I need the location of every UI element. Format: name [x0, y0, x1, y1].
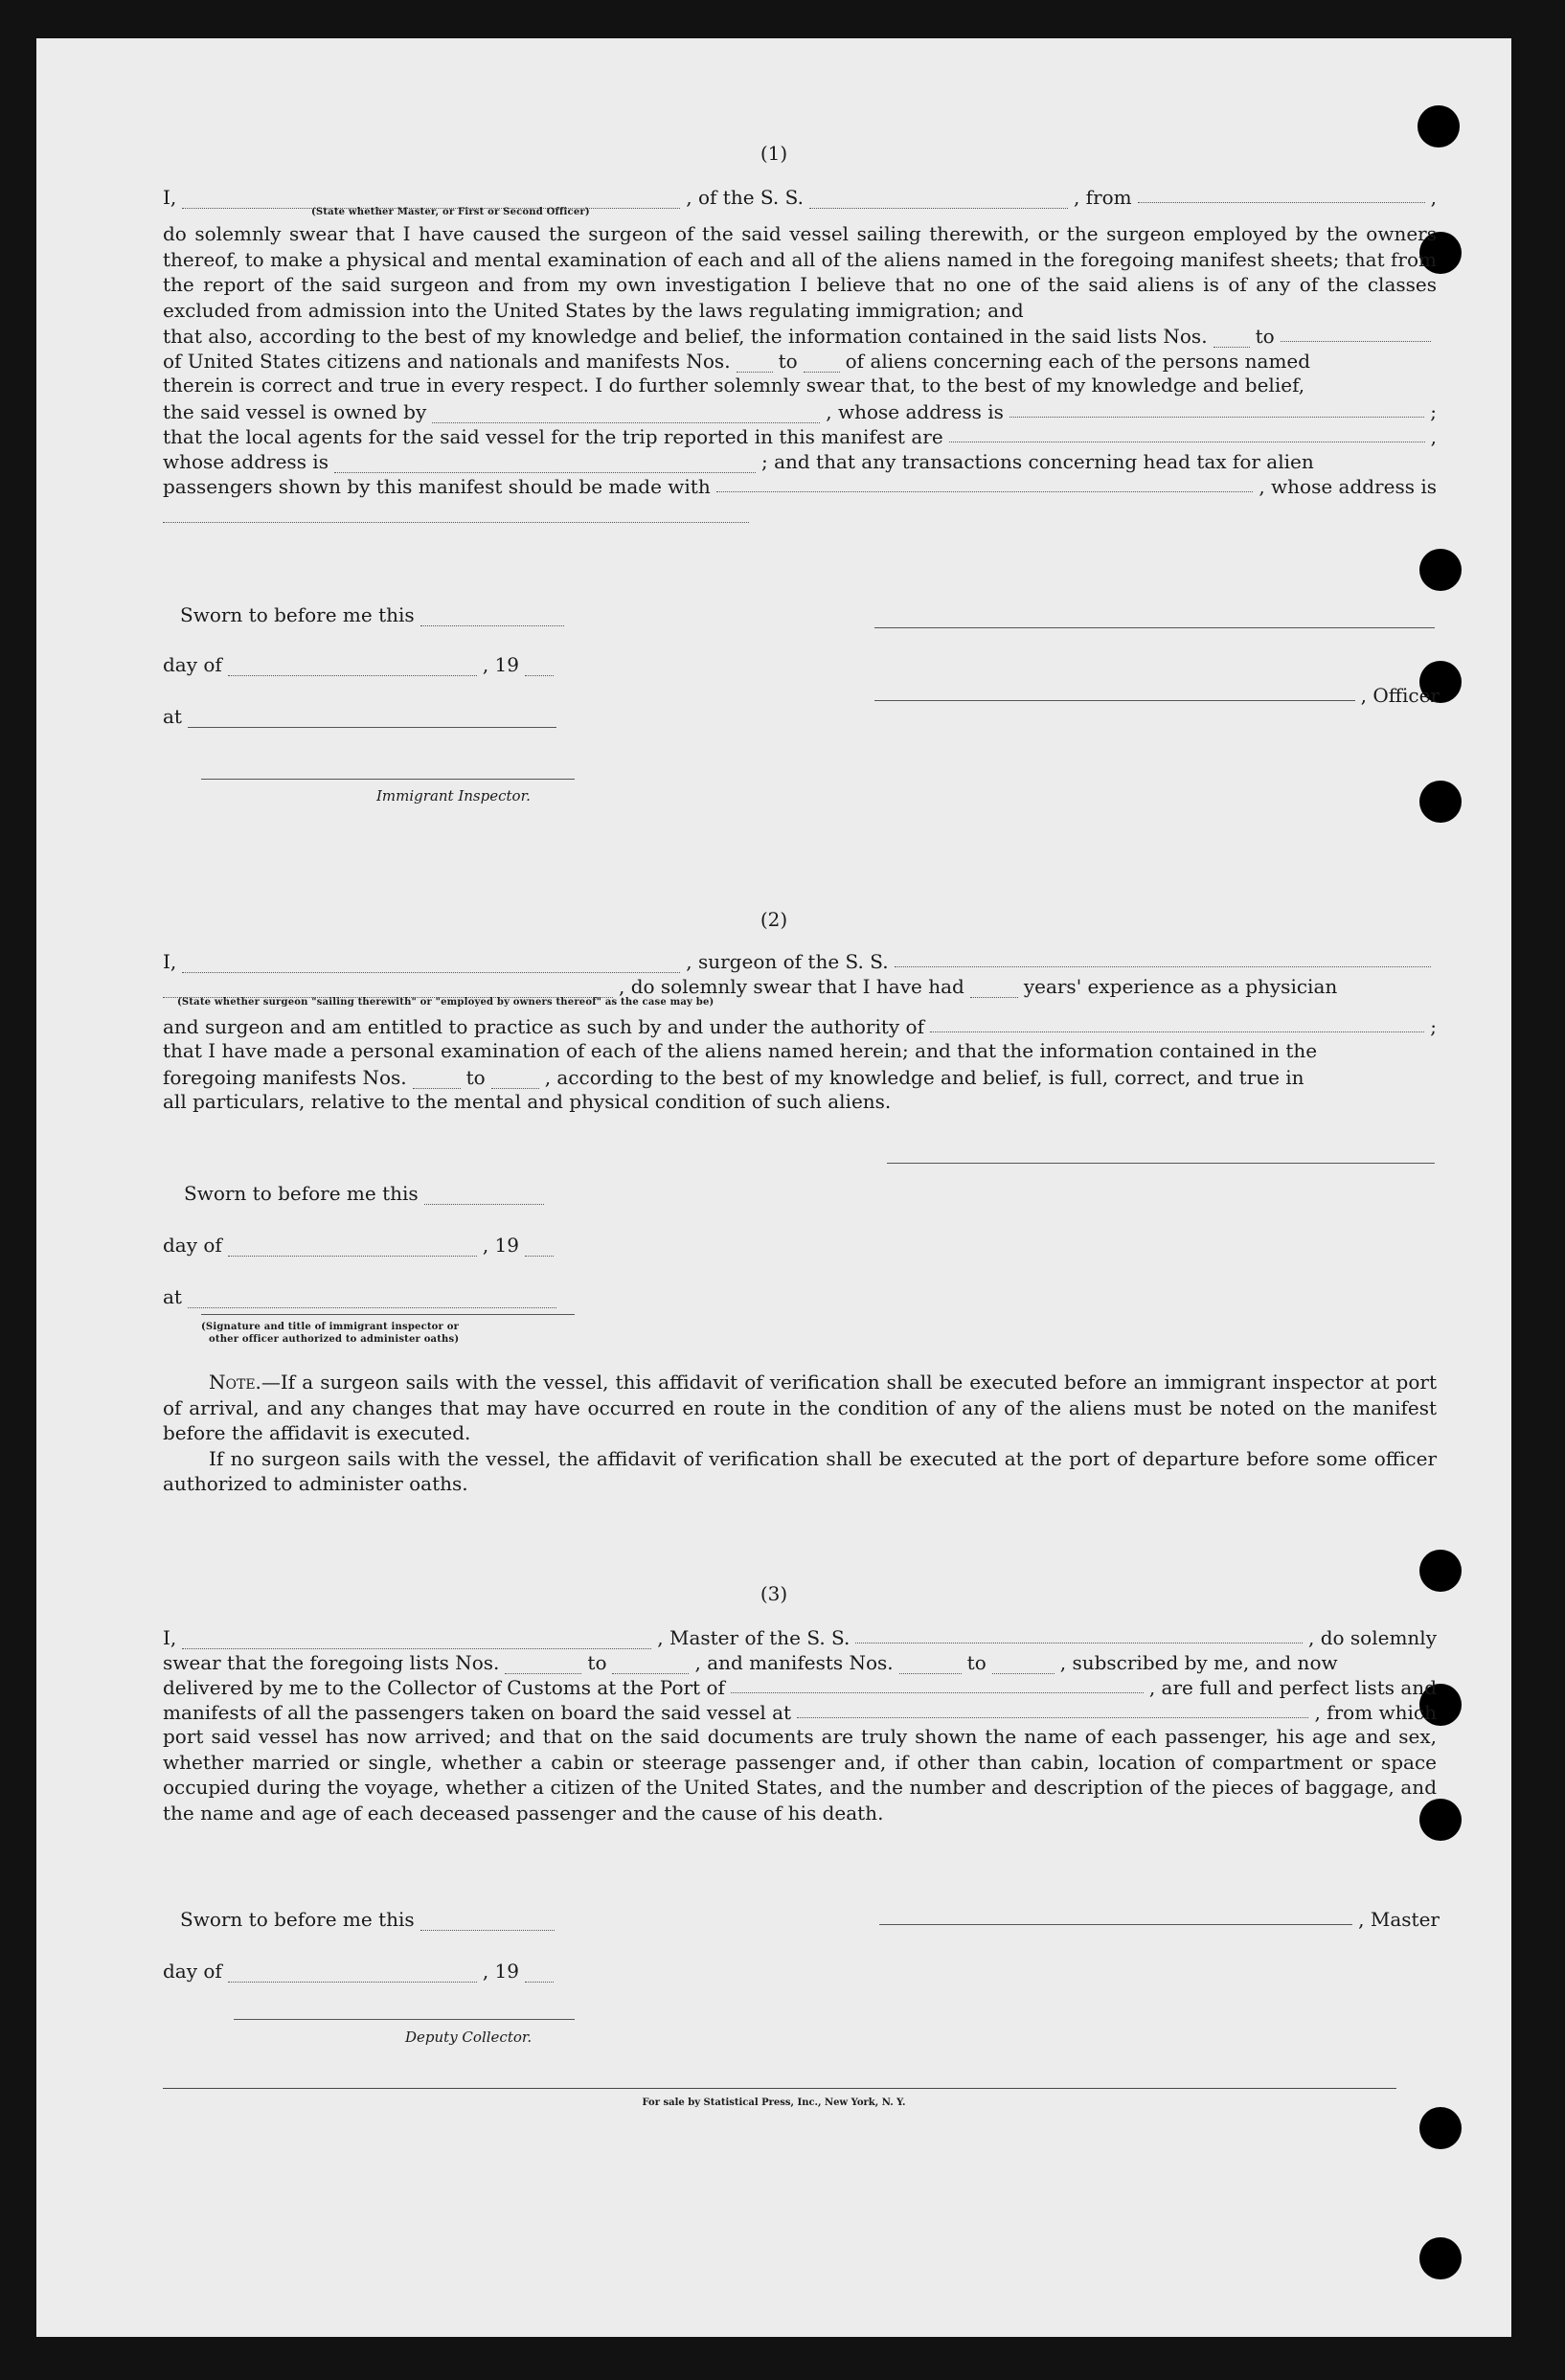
sworn-day-field-1[interactable]: [420, 606, 564, 626]
deputy-collector-caption: Deputy Collector.: [405, 2029, 533, 2046]
authority-text: and surgeon and am entitled to practice as such by and under the authority of: [163, 1015, 924, 1038]
to-label: to: [966, 1651, 987, 1674]
lists-from-field[interactable]: [505, 1654, 581, 1674]
month-field-1[interactable]: [228, 656, 477, 676]
owner-address-field[interactable]: [1009, 417, 1424, 418]
do-solemnly-text: , do solemnly: [1308, 1626, 1437, 1649]
us-citizens-line: [163, 348, 1437, 373]
whose-address-text: , whose address is: [1259, 474, 1437, 498]
ship-name-field[interactable]: [809, 189, 1068, 209]
note-paragraph: [163, 1370, 1437, 1446]
note-label: Note.: [209, 1371, 261, 1394]
manifests-from-field[interactable]: [899, 1654, 962, 1674]
immigrant-inspector-caption: Immigrant Inspector.: [376, 787, 531, 805]
section-1-body: do solemnly swear that I have caused the surgeon of the said vessel sailing therewith, or the surgeon employed by the owners thereof, to make a physical and mental examination of each and all of the aliens named in the foregoing manifest sheets; that from the report of the said surgeon and from my own investigation I believe that no one of the said aliens is of any of the classes excluded from admission into the United States by the laws regulating immigration; and: [163, 222, 1437, 322]
of-ss-label: , of the S. S.: [686, 186, 804, 209]
month-field-2[interactable]: [228, 1236, 477, 1257]
section-3-body: port said vessel has now arrived; and that on the said documents are truly shown the name of each passenger, his age and sex, whether married or single, whether a cabin or steerage passenger and, if other than cabin, location of compartment or space occupied during the voyage, whether a citizen of the United States, and the number and description of the pieces of baggage, and the name and age of each deceased passenger and the cause of his death.: [163, 1725, 1437, 1825]
owned-by-line: the said vessel is owned by , whose address is ;: [163, 399, 1437, 423]
officer-line: [874, 682, 1440, 707]
footer-text: For sale by Statistical Press, Inc., New York, N. Y.: [642, 2097, 906, 2108]
swear-lists-line: [163, 1649, 1437, 1674]
day-of-line-1: [163, 651, 1437, 676]
according-text: , according to the best of my knowledge and belief, is full, correct, and true in: [544, 1065, 1304, 1089]
head-tax-text: ; and that any transactions concerning head tax for alien: [760, 449, 1314, 473]
master-name-field-3[interactable]: [182, 1629, 651, 1649]
local-agents-line: that the local agents for the said vessel for the trip reported in this manifest are ,: [163, 424, 1437, 448]
section-2-number: (2): [760, 908, 788, 931]
agents-address-field[interactable]: [334, 453, 756, 473]
to-label: to: [587, 1651, 607, 1674]
from-port-field[interactable]: [1138, 202, 1425, 203]
lists-no-to-field[interactable]: [1281, 341, 1431, 342]
section-3-first-line: [163, 1624, 1437, 1649]
collector-signature-line[interactable]: [234, 2019, 575, 2020]
at-place-field-2[interactable]: [188, 1288, 556, 1308]
year-field-1[interactable]: [525, 656, 554, 676]
section-1-first-line: I, , of the S. S. , from ,: [163, 186, 1437, 209]
whose-address-text: , whose address is: [826, 399, 1004, 423]
footer-rule: [163, 2088, 1396, 2089]
sworn-day-field-2[interactable]: [424, 1185, 544, 1205]
lists-to-field[interactable]: [612, 1654, 689, 1674]
passengers-line: [163, 473, 1437, 498]
signature-note-1: (Signature and title of immigrant inspector or: [201, 1322, 460, 1332]
inspector-signature-line-2[interactable]: [201, 1314, 575, 1315]
surgeon-state-note: (State whether surgeon "sailing therewith" or "employed by owners thereof" as the case may be): [177, 997, 714, 1008]
local-agents-text: that the local agents for the said vessel for the trip reported in this manifest are: [163, 424, 943, 448]
whose-address-text: whose address is: [163, 449, 329, 473]
day-of-line-3: [163, 1958, 1437, 1983]
document-page: [36, 38, 1511, 2337]
note-text: —If a surgeon sails with the vessel, this affidavit of verification shall be executed before an immigrant inspector at port of arrival, and any changes that may have occurred en route in the condition of any of the aliens must be noted on the manifest before the affidavit is executed.: [163, 1371, 1437, 1444]
authority-field[interactable]: [930, 1031, 1424, 1032]
section-3-number: (3): [760, 1582, 788, 1605]
master-line: [879, 1906, 1440, 1931]
us-citizens-text: of United States citizens and nationals and manifests Nos.: [163, 350, 731, 373]
punch-hole-5: [1419, 781, 1462, 823]
officer-signature-field[interactable]: [874, 700, 1355, 701]
personal-exam-text: that I have made a personal examination of each of the aliens named herein; and that the information contained in the: [163, 1039, 1318, 1062]
head-tax-address-line: [163, 498, 1437, 523]
at-place-field-1[interactable]: [188, 708, 556, 728]
particulars-text: all particulars, relative to the mental and physical condition of such aliens.: [163, 1089, 892, 1113]
year-text: , 19: [482, 1234, 519, 1257]
delivered-text: delivered by me to the Collector of Customs at the Port of: [163, 1676, 725, 1699]
master-text: , Master: [1358, 1908, 1440, 1931]
year-field-2[interactable]: [525, 1236, 554, 1257]
years-field[interactable]: [970, 978, 1018, 998]
of-aliens-text: of aliens concerning each of the persons named: [845, 350, 1311, 373]
year-field-3[interactable]: [525, 1962, 554, 1983]
punch-hole-3: [1419, 549, 1462, 591]
passengers-text: passengers shown by this manifest should be made with: [163, 474, 711, 498]
and-manifests-text: , and manifests Nos.: [694, 1651, 894, 1674]
officer-text: , Officer: [1360, 684, 1440, 707]
foregoing-from-field[interactable]: [413, 1069, 461, 1089]
surgeon-signature-line[interactable]: [887, 1163, 1435, 1164]
master-signature-line[interactable]: [874, 627, 1435, 628]
manifests-of-all-text: manifests of all the passengers taken on board the said vessel at: [163, 1701, 792, 1724]
manifest-no-from-field[interactable]: [737, 352, 773, 373]
manifests-to-field[interactable]: [992, 1654, 1055, 1674]
day-of-text: day of: [163, 1960, 222, 1983]
surgeon-ship-field[interactable]: [895, 966, 1431, 967]
full-lists-text: , are full and perfect lists and: [1148, 1676, 1437, 1699]
sworn-line-1: [180, 601, 1437, 626]
port-field[interactable]: [731, 1692, 1144, 1693]
sworn-text: Sworn to before me this: [180, 603, 415, 626]
that-also-text: that also, according to the best of my knowledge and belief, the information contained in the said lists Nos.: [163, 325, 1208, 348]
section-2-first-line: [163, 948, 1437, 973]
manifest-no-to-field[interactable]: [804, 352, 840, 373]
years-text: years' experience as a physician: [1023, 975, 1338, 998]
surgeon-status-field[interactable]: [163, 978, 613, 998]
section-1-number: (1): [760, 142, 788, 165]
foregoing-text: foregoing manifests Nos.: [163, 1065, 407, 1089]
i-label: I,: [163, 1626, 177, 1649]
authority-line: and surgeon and am entitled to practice as such by and under the authority of ;: [163, 1015, 1437, 1038]
sworn-text: Sworn to before me this: [184, 1182, 419, 1205]
to-label: to: [1255, 325, 1275, 348]
at-text: at: [163, 1285, 182, 1308]
from-label: , from: [1073, 186, 1132, 209]
agents-address-line: [163, 448, 1437, 473]
day-of-text: day of: [163, 1234, 222, 1257]
head-tax-agent-field[interactable]: [716, 491, 1254, 492]
i-label: I,: [163, 186, 177, 209]
foregoing-line: [163, 1064, 1437, 1089]
lists-no-from-field[interactable]: [1213, 328, 1250, 348]
embark-port-field[interactable]: [797, 1717, 1308, 1718]
master-signature-field[interactable]: [879, 1924, 1352, 1925]
manifests-of-all-line: [163, 1699, 1437, 1724]
to-label: to: [465, 1065, 486, 1089]
do-solemnly-text: , do solemnly swear that I have had: [619, 975, 964, 998]
delivered-line: [163, 1674, 1437, 1699]
head-tax-address-field[interactable]: [163, 503, 749, 523]
punch-hole-10: [1419, 2237, 1462, 2279]
day-of-line-2: [163, 1232, 1437, 1257]
from-which-text: , from which: [1314, 1701, 1437, 1724]
state-note: (State whether Master, or First or Second Officer): [311, 207, 590, 217]
at-text: at: [163, 705, 182, 728]
year-text: , 19: [482, 1960, 519, 1983]
surgeon-name-field[interactable]: [182, 953, 680, 973]
master-name-field[interactable]: [182, 189, 680, 209]
sworn-line-2: [184, 1180, 1437, 1205]
note-paragraph-2: If no surgeon sails with the vessel, the affidavit of verification shall be executed at the port of departure before some officer authorized to administer oaths.: [163, 1446, 1437, 1495]
year-text: , 19: [482, 653, 519, 676]
surgeon-of-text: , surgeon of the S. S.: [686, 950, 889, 973]
master-of-text: , Master of the S. S.: [657, 1626, 851, 1649]
sworn-day-field-3[interactable]: [420, 1911, 555, 1931]
month-field-3[interactable]: [228, 1962, 477, 1983]
subscribed-text: , subscribed by me, and now: [1059, 1651, 1338, 1674]
that-also-line: [163, 323, 1437, 348]
therein-text: therein is correct and true in every respect. I do further solemnly swear that, to the best of my knowledge and belief,: [163, 374, 1305, 397]
inspector-signature-line[interactable]: [201, 779, 575, 780]
punch-hole-9: [1419, 2107, 1462, 2149]
owner-field[interactable]: [432, 403, 820, 423]
swear-lists-text: swear that the foregoing lists Nos.: [163, 1651, 500, 1674]
at-line-2: [163, 1283, 1437, 1308]
foregoing-to-field[interactable]: [491, 1069, 539, 1089]
day-of-text: day of: [163, 653, 222, 676]
signature-note-2: other officer authorized to administer oaths): [209, 1334, 460, 1345]
to-label: to: [778, 350, 798, 373]
i-label: I,: [163, 950, 177, 973]
section-2-second-line: [163, 973, 1437, 998]
owned-by-text: the said vessel is owned by: [163, 399, 427, 423]
sworn-text: Sworn to before me this: [180, 1908, 415, 1931]
